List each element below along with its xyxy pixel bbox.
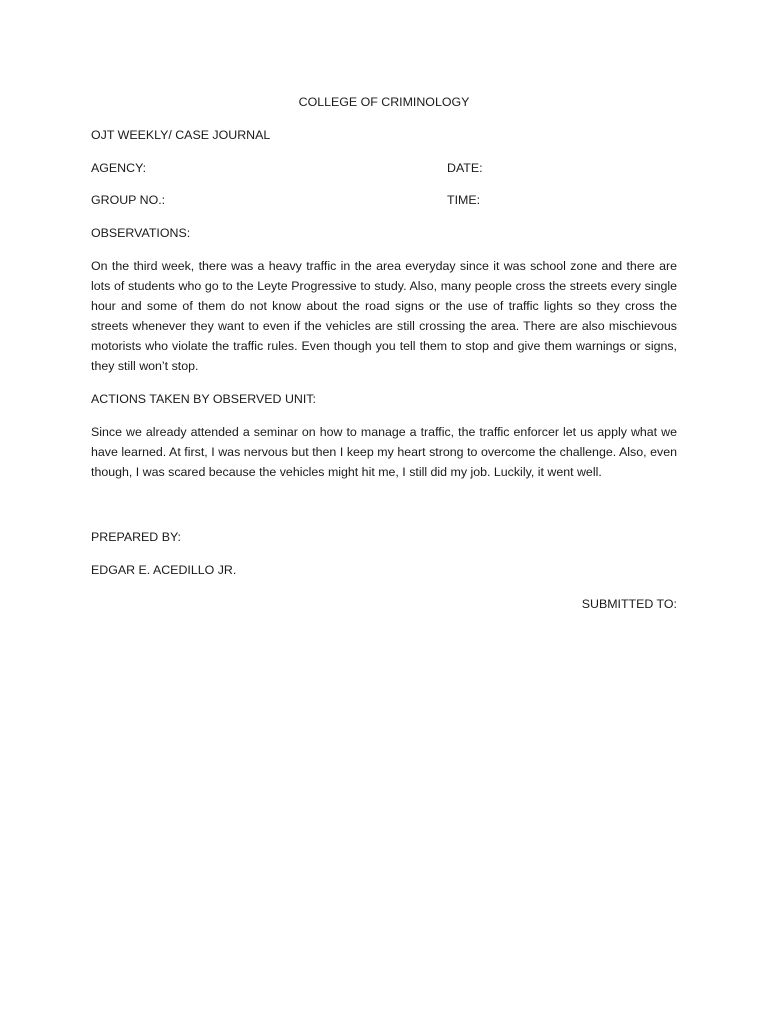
group-number-label: GROUP NO.: — [91, 193, 166, 207]
actions-heading: ACTIONS TAKEN BY OBSERVED UNIT: — [91, 392, 316, 406]
prepared-by-name: EDGAR E. ACEDILLO JR. — [91, 563, 237, 577]
submitted-to-label: SUBMITTED TO: — [581, 597, 677, 611]
document-title: COLLEGE OF CRIMINOLOGY — [298, 95, 470, 109]
agency-label: AGENCY: — [91, 161, 147, 175]
journal-subtitle: OJT WEEKLY/ CASE JOURNAL — [91, 128, 271, 142]
date-label: DATE: — [447, 161, 483, 175]
actions-paragraph: Since we already attended a seminar on how to manage a traffic, the traffic enforcer let us apply what we have learned. At first, I was nervous but then I keep my heart strong to overcome the challenge. Also, even though, I was scared because the vehicles might hit me, I still did my job. Luckily, it went well. — [91, 425, 677, 479]
observations-paragraph: On the third week, there was a heavy traffic in the area everyday since it was school zone and there are lots of students who go to the Leyte Progressive to study. Also, many people cross the streets every single hour and some of them do not know about the road signs or the use of traffic lights so they cross the streets whenever they want to even if the vehicles are still crossing the area. There are also mischievous motorists who violate the traffic rules. Even though you tell them to stop and give them warnings or signs, they still won’t stop. — [91, 259, 677, 373]
observations-heading: OBSERVATIONS: — [91, 226, 191, 240]
time-label: TIME: — [447, 193, 481, 207]
prepared-by-label: PREPARED BY: — [91, 530, 181, 544]
